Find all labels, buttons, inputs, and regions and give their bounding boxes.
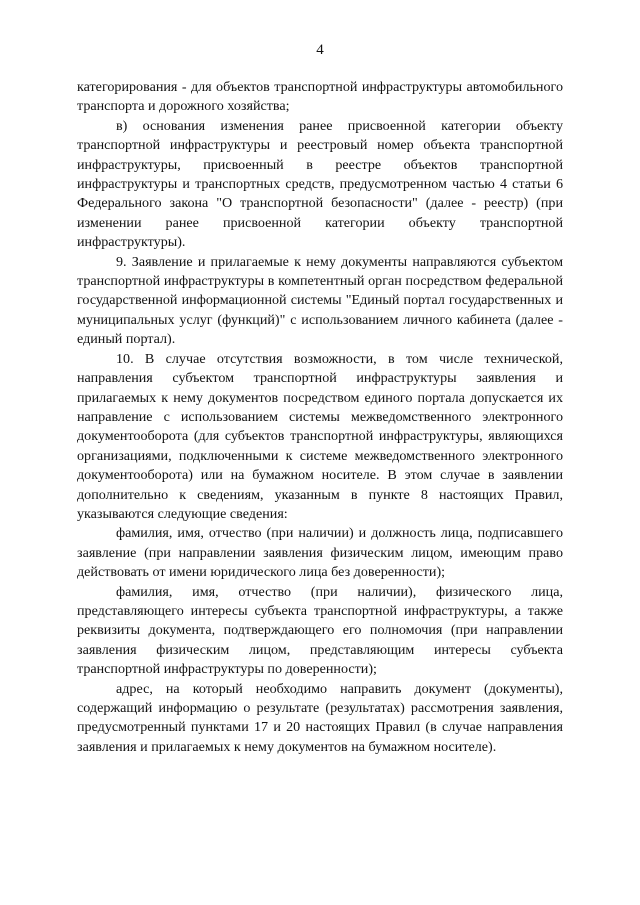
paragraph-10: 10. В случае отсутствия возможности, в том числе технической, направления субъектом транспортной инфраструктуры заявления и прилагаемых к нему документов посредством единого портала допускается их направление с использованием системы межведомственного электронного документооборота (для субъектов транспортной инфраструктуры, являющихся организациями, подключенными к системе межведомственного электронного документооборота) или на бумажном носителе. В этом случае в заявлении дополнительно к сведениям, указанным в пункте 8 настоящих Правил, указываются следующие сведения:	[77, 350, 563, 522]
page-number: 4	[316, 42, 324, 58]
document-body	[77, 78, 563, 757]
paragraph-signer-info: фамилия, имя, отчество (при наличии) и должность лица, подписавшего заявление (при направлении заявления физическим лицом, имеющим право действовать от имени юридического лица без доверенности);	[77, 525, 563, 581]
paragraph-representative-info: фамилия, имя, отчество (при наличии), физического лица, представляющего интересы субъекта транспортной инфраструктуры, а также реквизиты документа, подтверждающего его полномочия (при направлении заявления физическим лицом, представляющим интересы субъекта транспортной инфраструктуры по доверенности);	[77, 583, 563, 678]
paragraph-9: 9. Заявление и прилагаемые к нему документы направляются субъектом транспортной инфраструктуры в компетентный орган посредством федеральной государственной информационной системы "Единый портал государственных и муниципальных услуг (функций)" с использованием личного кабинета (далее - единый портал).	[77, 253, 563, 348]
paragraph-delivery-address: адрес, на который необходимо направить документ (документы), содержащий информацию о результате (результатах) рассмотрения заявления, предусмотренный пунктами 17 и 20 настоящих Правил (в случае направления заявления и прилагаемых к нему документов на бумажном носителе).	[77, 680, 563, 755]
paragraph-item-v: в) основания изменения ранее присвоенной категории объекту транспортной инфраструктуры и реестровый номер объекта транспортной инфраструктуры, присвоенный в реестре объектов транспортной инфраструктуры и транспортных средств, предусмотренном частью 4 статьи 6 Федерального закона "О транспортной безопасности" (далее - реестр) (при изменении ранее присвоенной категории объекту транспортной инфраструктуры).	[77, 117, 563, 251]
paragraph-category-continuation: категорирования - для объектов транспортной инфраструктуры автомобильного транспорта и дорожного хозяйства;	[77, 79, 563, 115]
